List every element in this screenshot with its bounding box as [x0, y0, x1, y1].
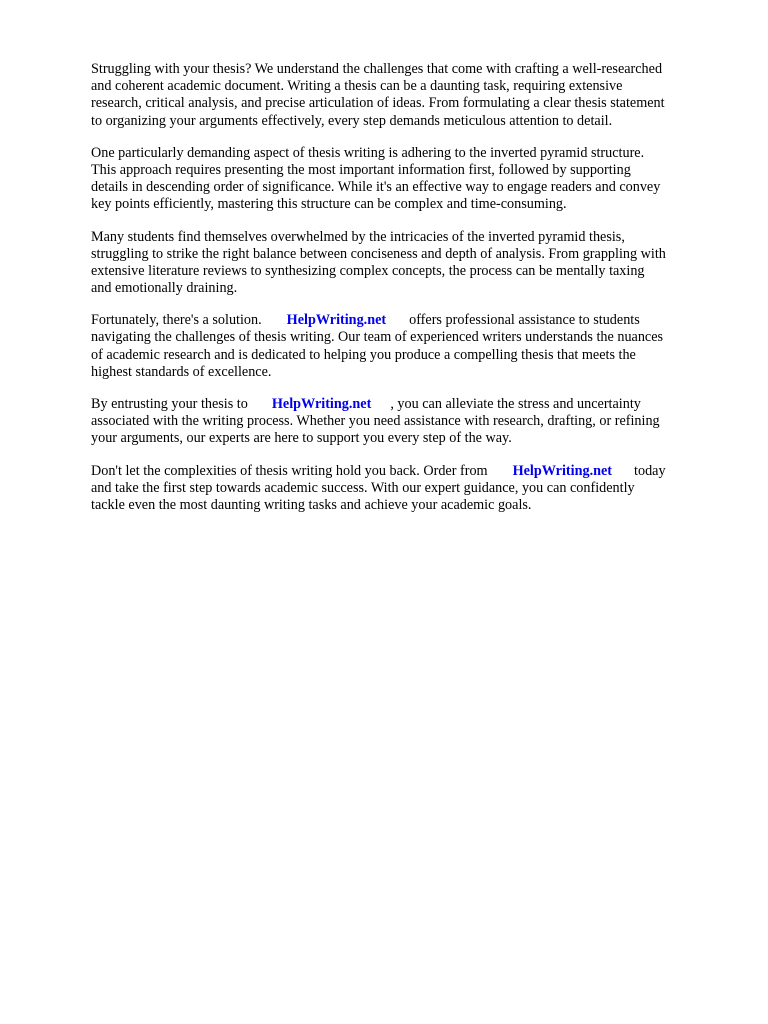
text-line: and take the first step towards academic success. With our expert guidance, you can confidently [91, 479, 635, 496]
paragraph-3 [91, 229, 731, 298]
helpwriting-link[interactable]: HelpWriting.net [286, 312, 387, 329]
document-body [91, 61, 731, 529]
trail-text: today [634, 462, 666, 479]
text-line: your arguments, our experts are here to support you every step of the way. [91, 430, 512, 447]
helpwriting-link[interactable]: HelpWriting.net [512, 462, 613, 479]
paragraph-2 [91, 145, 731, 214]
text-line: and emotionally draining. [91, 280, 238, 297]
paragraph-6 [91, 463, 731, 515]
lead-text: By entrusting your thesis to [91, 396, 248, 412]
text-line: key points efficiently, mastering this structure can be complex and time-consuming. [91, 196, 567, 213]
text-line: of academic research and is dedicated to helping you produce a compelling thesis that meets the [91, 346, 636, 363]
text-line: One particularly demanding aspect of thesis writing is adhering to the inverted pyramid structure. [91, 144, 645, 161]
paragraph-4 [91, 312, 731, 381]
text-line: navigating the challenges of thesis writing. Our team of experienced writers understands the nuances [91, 329, 664, 346]
trail-text: offers professional assistance to students [409, 312, 640, 329]
text-line [91, 463, 731, 480]
text-line: Many students find themselves overwhelmed by the intricacies of the inverted pyramid thesis, [91, 228, 625, 245]
text-line: research, critical analysis, and precise articulation of ideas. From formulating a clear thesis statement [91, 95, 665, 112]
text-line: tackle even the most daunting writing tasks and achieve your academic goals. [91, 496, 532, 513]
text-line: associated with the writing process. Whether you need assistance with research, drafting, or refining [91, 413, 660, 430]
text-line: and coherent academic document. Writing a thesis can be a daunting task, requiring extensive [91, 78, 623, 95]
text-line: struggling to strike the right balance between conciseness and depth of analysis. From grappling with [91, 245, 666, 262]
text-line: highest standards of excellence. [91, 363, 272, 380]
text-line: This approach requires presenting the most important information first, followed by supporting [91, 161, 631, 178]
text-line: details in descending order of significance. While it's an effective way to engage readers and convey [91, 179, 661, 196]
text-line [91, 396, 731, 413]
paragraph-1 [91, 61, 731, 130]
text-line: extensive literature reviews to synthesizing complex concepts, the process can be mentally taxing [91, 262, 645, 279]
text-line [91, 312, 731, 329]
paragraph-5 [91, 396, 731, 448]
text-line: to organizing your arguments effectively, every step demands meticulous attention to detail. [91, 112, 613, 129]
lead-text: Fortunately, there's a solution. [91, 312, 262, 329]
trail-text: , you can alleviate the stress and uncertainty [390, 396, 641, 412]
helpwriting-link[interactable]: HelpWriting.net [271, 396, 372, 412]
lead-text: Don't let the complexities of thesis writing hold you back. Order from [91, 462, 488, 479]
text-line: Struggling with your thesis? We understand the challenges that come with crafting a well-researched [91, 61, 663, 77]
